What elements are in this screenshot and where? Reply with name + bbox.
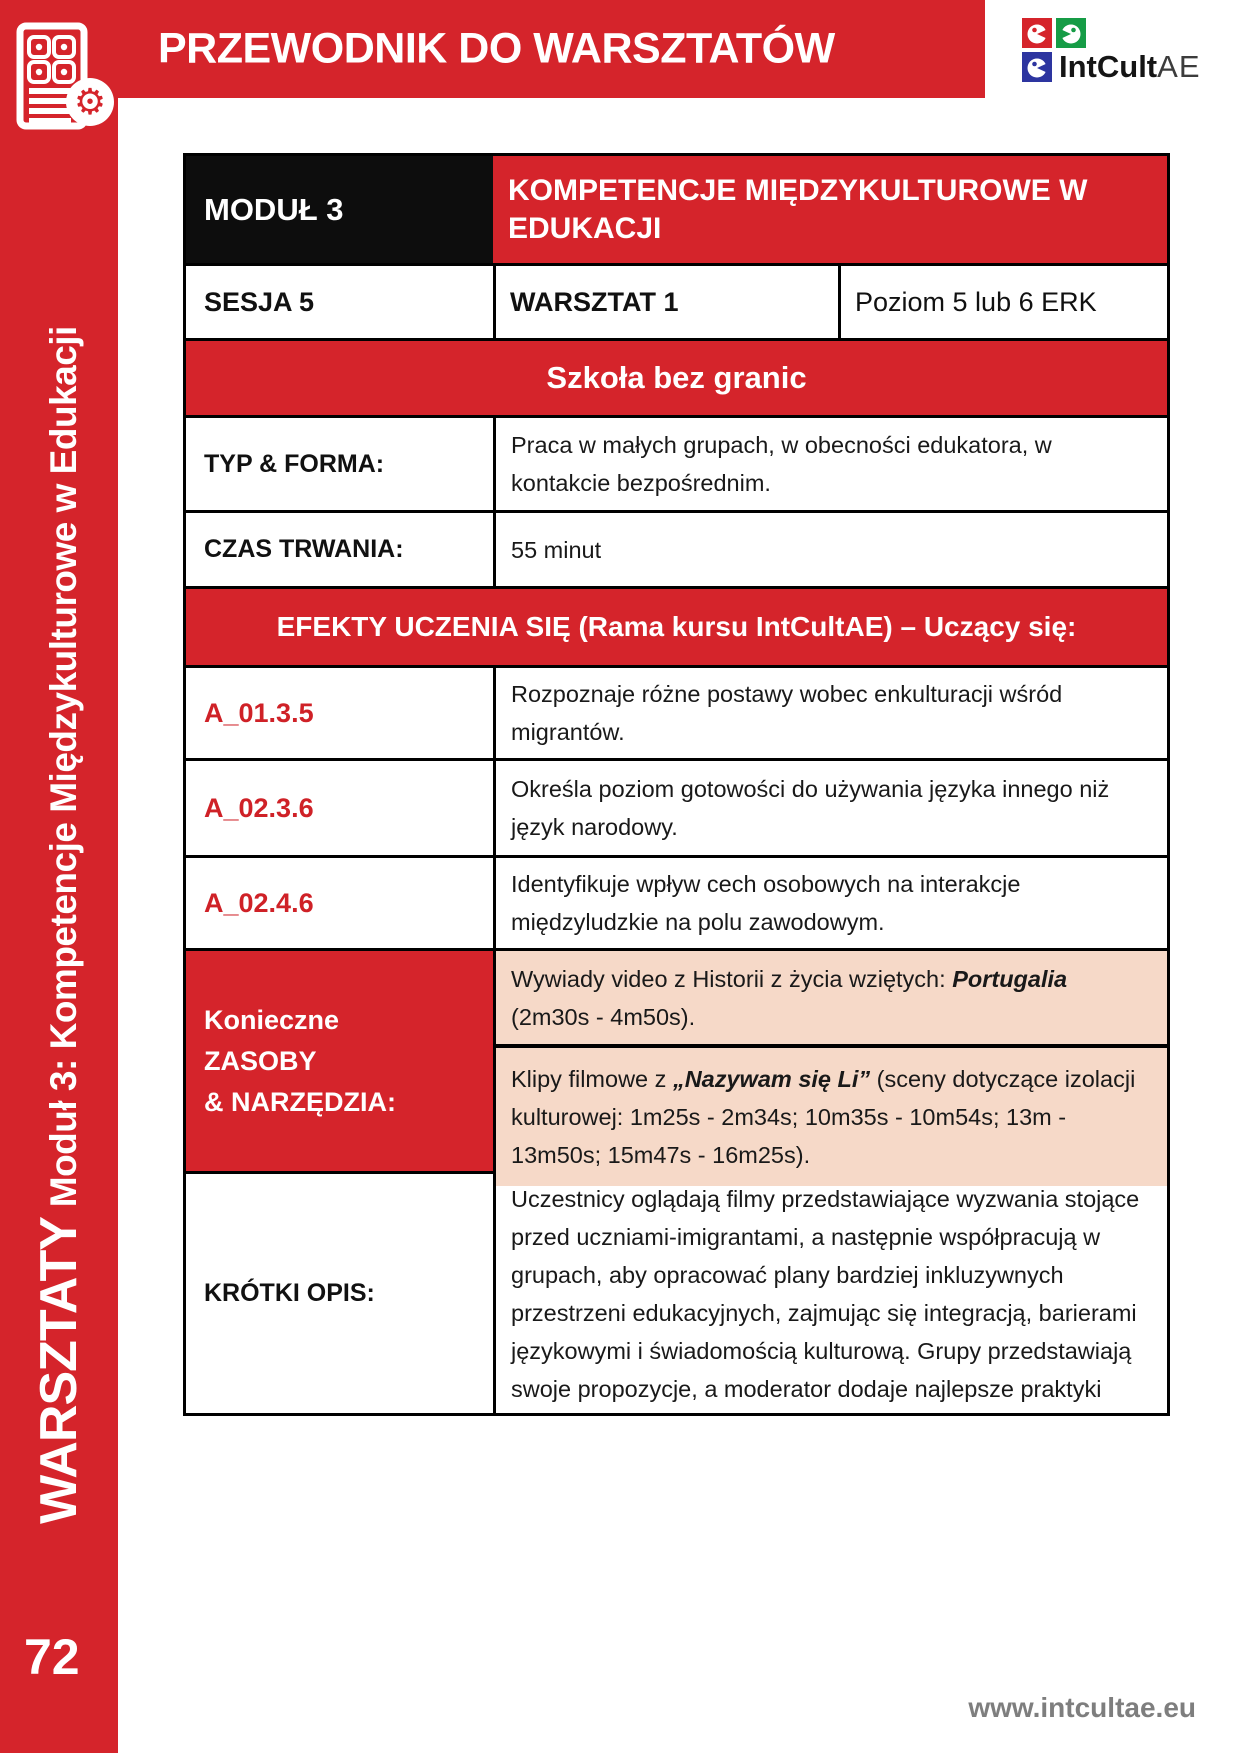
- outcome-row: [186, 758, 1167, 855]
- type-form-value: Praca w małych grupach, w obecności edukatora, w kontakcie bezpośrednim.: [493, 418, 1167, 510]
- workshop-table: [183, 153, 1170, 1416]
- page-number: 72: [24, 1629, 80, 1685]
- outcome-text: Określa poziom gotowości do używania języka innego niż język narodowy.: [493, 761, 1167, 855]
- outcomes-banner: [186, 586, 1167, 665]
- session-cell: SESJA 5: [204, 286, 315, 317]
- resource-text: Klipy filmowe z „Nazywam się Li” (sceny dotyczące izolacji kulturowej: 1m25s - 2m34s; 10m35s - 10m54s; 13m - 13m50s; 15m47s - 16m25s).: [511, 1066, 1136, 1168]
- type-form-label: TYP & FORMA:: [204, 449, 385, 478]
- resources-label-line: Konieczne: [204, 1004, 340, 1035]
- sidebar-vertical-title: [30, 326, 88, 1524]
- duration-label: CZAS TRWANIA:: [204, 535, 404, 563]
- logo-text-bold: IntCult: [1059, 49, 1158, 84]
- logo-row-top: [1022, 18, 1201, 48]
- workshop-title: Szkoła bez granic: [546, 360, 807, 395]
- resources-label-cell: [186, 951, 493, 1171]
- outcome-code: A_02.3.6: [204, 792, 314, 823]
- outcome-row: [186, 855, 1167, 948]
- session-row: [186, 263, 1167, 338]
- resources-label-line: & NARZĘDZIA:: [204, 1086, 396, 1117]
- duration-row: [186, 510, 1167, 586]
- header-bar: [0, 0, 985, 98]
- description-text: Uczestnicy oglądają filmy przedstawiające wyzwania stojące przed uczniami-imigrantami, a następnie współpracują w grupach, aby opracować plany bardziej inkluzywnych przestrzeni edukacyjnych, zajmując się integracją, barierami językowymi i świadomością kulturową. Grupy przedstawiają swoje propozycje, a moderator dodaje najlepsze praktyki: [493, 1174, 1167, 1413]
- resources-row: [186, 948, 1167, 1171]
- sidebar-title-bold: WARSZTATY: [30, 1217, 88, 1524]
- resources-label-line: ZASOBY: [204, 1045, 317, 1076]
- outcome-text: Rozpoznaje różne postawy wobec enkulturacji wśród migrantów.: [493, 668, 1167, 758]
- outcome-text: Identyfikuje wpływ cech osobowych na interakcje międzyludzkie na polu zawodowym.: [493, 858, 1167, 948]
- workshop-guide-icon: [14, 22, 114, 134]
- module-row: [186, 156, 1167, 263]
- workshop-title-banner: [186, 338, 1167, 415]
- resources-cells: [493, 951, 1167, 1171]
- page-title: PRZEWODNIK DO WARSZTATÓW: [158, 24, 835, 73]
- duration-value: 55 minut: [493, 513, 1167, 586]
- outcomes-banner-text: EFEKTY UCZENIA SIĘ (Rama kursu IntCultAE) – Uczący się:: [276, 611, 1077, 642]
- resource-item: [496, 951, 1167, 1046]
- logo-red-face-icon: [1022, 18, 1052, 48]
- logo-blue-face-icon: [1022, 52, 1052, 82]
- outcome-code: A_02.4.6: [204, 887, 314, 918]
- level-cell: Poziom 5 lub 6 ERK: [838, 266, 1167, 338]
- description-label: KRÓTKI OPIS:: [204, 1279, 375, 1307]
- gear-icon: ⚙: [73, 82, 107, 123]
- module-label-cell: MODUŁ 3: [186, 156, 493, 263]
- module-title-cell: KOMPETENCJE MIĘDZYKULTUROWE W EDUKACJI: [493, 156, 1167, 263]
- logo-text-light: AE: [1157, 49, 1201, 84]
- outcome-code: A_01.3.5: [204, 697, 314, 728]
- logo-green-face-icon: [1056, 18, 1086, 48]
- type-form-row: [186, 415, 1167, 510]
- resource-item: [496, 1046, 1167, 1186]
- sidebar: [0, 0, 118, 1753]
- resource-text: Wywiady video z Historii z życia wziętych: Portugalia (2m30s - 4m50s).: [511, 965, 1068, 1030]
- intcultae-logo: [1022, 18, 1201, 82]
- logo-wordmark: [1059, 49, 1201, 84]
- description-row: [186, 1171, 1167, 1413]
- outcome-row: [186, 665, 1167, 758]
- website-link[interactable]: www.intcultae.eu: [968, 1692, 1196, 1723]
- workshop-cell: WARSZTAT 1: [493, 266, 838, 338]
- logo-row-bottom: [1022, 49, 1201, 84]
- sidebar-title-rest: Moduł 3: Kompetencje Międzykulturowe w Edukacji: [43, 326, 84, 1218]
